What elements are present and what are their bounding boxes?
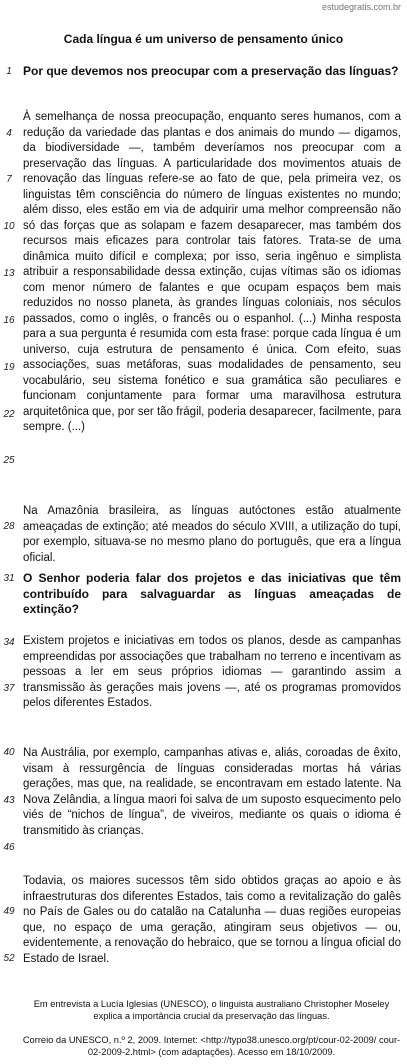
paragraph-4: Na Austrália, por exemplo, campanhas ativas e, aliás, coroadas de êxito, visam à ressurgência de línguas consideradas mortas há várias gerações, mas que, na realidade, se encontravam em estado latente. Na Nova Zelândia, a língua maori foi salva de um suposto esquecimento pelo viés de “nichos de língua”, de viveiros, mediante os quais o idioma é transmitido às crianças. bbox=[23, 747, 401, 837]
article-title: Cada língua é um universo de pensamento único bbox=[63, 32, 344, 46]
line-number: 52 bbox=[3, 953, 15, 964]
line-number: 43 bbox=[3, 795, 15, 806]
line-number: 16 bbox=[3, 315, 15, 326]
line-number: 1 bbox=[6, 66, 12, 77]
line-number: 37 bbox=[3, 683, 15, 694]
question-1: Por que devemos nos preocupar com a preservação das línguas? bbox=[23, 64, 399, 78]
line-number: 4 bbox=[6, 128, 12, 139]
line-number: 31 bbox=[3, 573, 15, 584]
paragraph-2: Na Amazônia brasileira, as línguas autóctones estão atualmente ameaçadas de extinção; até meados do século XVIII, a utilização do tupi, por exemplo, situava-se no mesmo plano do português, que era a língua oficial. bbox=[23, 505, 401, 564]
caption-source: Correio da UNESCO, n.º 2, 2009. Internet: <http://typo38.unesco.org/pt/cour-02-2009/ cour-02-2009-2.html> (com adaptações). Acesso em 18/10/2009. bbox=[22, 1035, 401, 1057]
line-number: 49 bbox=[3, 906, 15, 917]
paragraph-1: À semelhança de nossa preocupação, enquanto seres humanos, com a redução da variedade das plantas e dos animais do mundo — digamos, da biodiversidade —, também deveríamos nos preocupar com a preservação das línguas. A particularidade dos movimentos atuais de renovação das línguas refere-se ao fato de que, pela primeira vez, os linguistas têm consciência do número de línguas existentes no mundo; além disso, eles estão em via de adquirir uma melhor compreensão não só das forças que as solapam e fazem desaparecer, mas também dos recursos mais eficazes para controlar tais fatores. Trata-se de uma dinâmica muito difícil e complexa; por isso, seria ingênuo e simplista atribuir a responsabilidade dessa extinção, cujas vítimas são os idiomas com menor número de falantes e que ocupam espaços bem mais reduzidos no nosso planeta, às grandes línguas coloniais, nos séculos passados, como o inglês, o francês ou o espanhol. (...) Minha resposta para a sua pergunta é resumida com esta frase: porque cada língua é um universo, cuja estrutura de pensamento é única. Com efeito, suas associações, suas metáforas, suas modalidades de pensamento, seu vocabulário, seu sistema fonético e sua gramática são peculiares e funcionam conjuntamente para formar uma maravilhosa estrutura arquitetônica que, por ser tão frágil, poderia desaparecer, facilmente, para sempre. (...) bbox=[23, 111, 401, 433]
line-number: 40 bbox=[3, 747, 15, 758]
line-number: 7 bbox=[6, 174, 12, 185]
line-number: 13 bbox=[3, 268, 15, 279]
line-number: 34 bbox=[3, 637, 15, 648]
line-number: 25 bbox=[3, 455, 15, 466]
paragraph-3: Existem projetos e iniciativas em todos os planos, desde as campanhas empreendidas por associações que trabalham no terreno e incentivam as pessoas a ler em seus próprios idiomas — garantindo assim a transmissão às gerações mais jovens —, até os programas promovidos pelos diferentes Estados. bbox=[23, 635, 401, 709]
line-number: 28 bbox=[3, 521, 15, 532]
line-number: 46 bbox=[3, 842, 15, 853]
line-number: 22 bbox=[3, 409, 15, 420]
watermark: estudegratis.com.br bbox=[321, 2, 401, 12]
line-number: 19 bbox=[3, 362, 15, 373]
paragraph-5: Todavia, os maiores sucessos têm sido obtidos graças ao apoio e às infraestruturas dos diferentes Estados, tais como a revitalização do galês no País de Gales ou do catalão na Catalunha — duas regiões europeias que, no espaço de uma geração, atingiram seus objetivos — ou, evidentemente, a renovação do hebraico, que se tornou a língua oficial do Estado de Israel. bbox=[23, 875, 401, 965]
caption-interview: Em entrevista a Lucía Iglesias (UNESCO), o linguista australiano Christopher Moseley explica a importância crucial da preservação das línguas. bbox=[33, 999, 390, 1021]
question-2: O Senhor poderia falar dos projetos e das iniciativas que têm contribuído para salvaguardar as línguas ameaçadas de extinção? bbox=[23, 571, 401, 616]
line-number: 10 bbox=[3, 221, 15, 232]
